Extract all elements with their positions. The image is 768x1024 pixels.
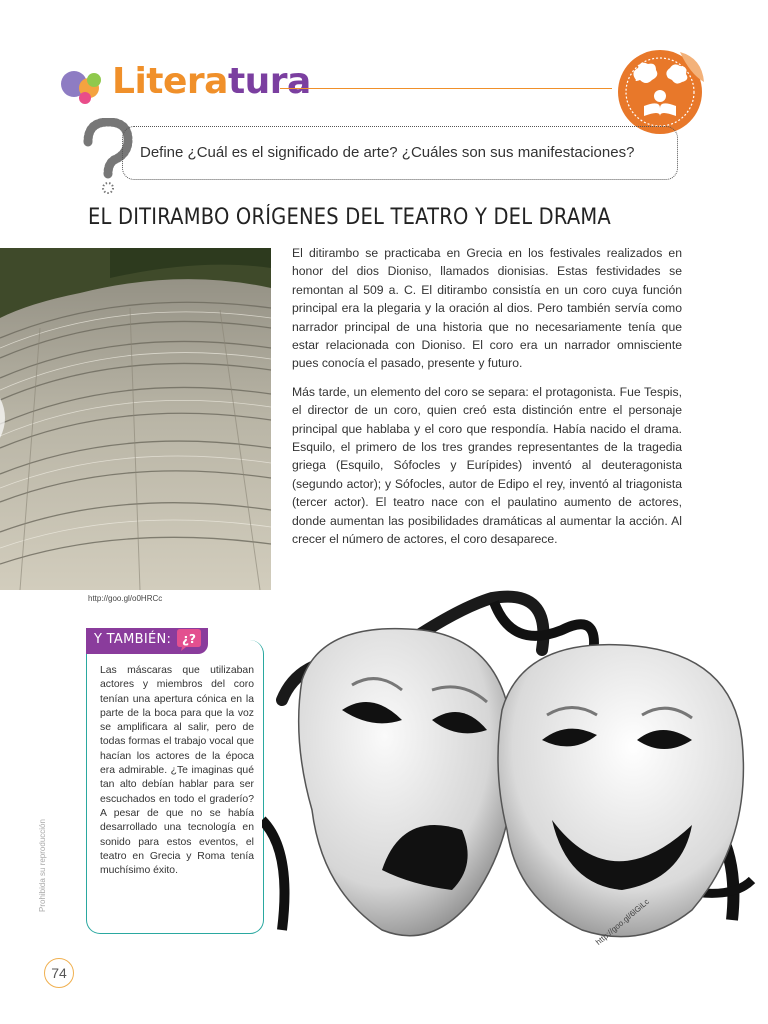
article-heading: EL DITIRAMBO ORÍGENES DEL TEATRO Y DEL DRAMA <box>88 204 611 230</box>
article-paragraph: El ditirambo se practicaba en Grecia en los festivales realizados en honor del dios Dioniso, llamados dionisias. Estas festividades se remontan al 509 a. C. El ditirambo consistía en un coro cuya función principal era la plegaria y la oración al dios. Pero también servía como narrador principal de una historia que no necesariamente tenía que estar relacionada con Dioniso. El coro era un narrador omnisciente pues conocía el pasado, presente y futuro. <box>292 246 682 371</box>
also-text: Las máscaras que utilizaban actores y miembros del coro tenían una apertura cónica en la parte de la boca para que la voz se amplificara al salir, pero de todas formas el trabajo vocal que hacían los actores de la época era admirable. ¿Te imaginas qué tan alto debían hablar para ser escuchados en todo el graderío? A pesar de que no se había desarrollado una tecnología en sonido para estos eventos, el teatro en Grecia y Roma tenía muchísimo éxito. <box>100 665 254 877</box>
masks-credit: http://goo.gl/6lGiLc <box>594 897 651 947</box>
header-divider <box>280 88 612 89</box>
theatre-photo <box>0 248 271 590</box>
also-label: Y TAMBIÉN: <box>94 632 172 647</box>
question-text: Define ¿Cuál es el significado de arte? ¿Cuáles son sus manifestaciones? <box>140 144 635 161</box>
svg-text:¿?: ¿? <box>182 632 196 646</box>
section-title: Literatura <box>112 61 311 102</box>
reading-student-icon <box>610 44 706 136</box>
theatre-masks-image <box>262 590 762 956</box>
article-paragraph: Más tarde, un elemento del coro se separa: el protagonista. Fue Tespis, el director de un coro, quien creó esta distinción entre el personaje principal que hablaba y el coro que respondía. Había nacido el drama. Esquilo, el primero de los tres grandes representantes de la tragedia griega (Esquilo, Sófocles y Eurípides) inventó al deuteragonista (segundo actor); y Sófocles, autor de Edipo el rey, inventó al triagonista (tercer actor). El teatro nace con el paulatino aumento de actores, donde aumentan las posibilidades dramáticas al aumentar la acción. Al crecer el número de actores, el coro desaparece. <box>292 384 682 547</box>
photo-credit: http://goo.gl/o0HRCc <box>88 594 163 603</box>
article-body <box>292 244 682 559</box>
side-note: Prohibida su reproducción <box>38 819 47 912</box>
section-logo-icon <box>58 66 106 106</box>
page-number: 74 <box>44 958 74 988</box>
question-bubble-icon <box>176 626 202 652</box>
